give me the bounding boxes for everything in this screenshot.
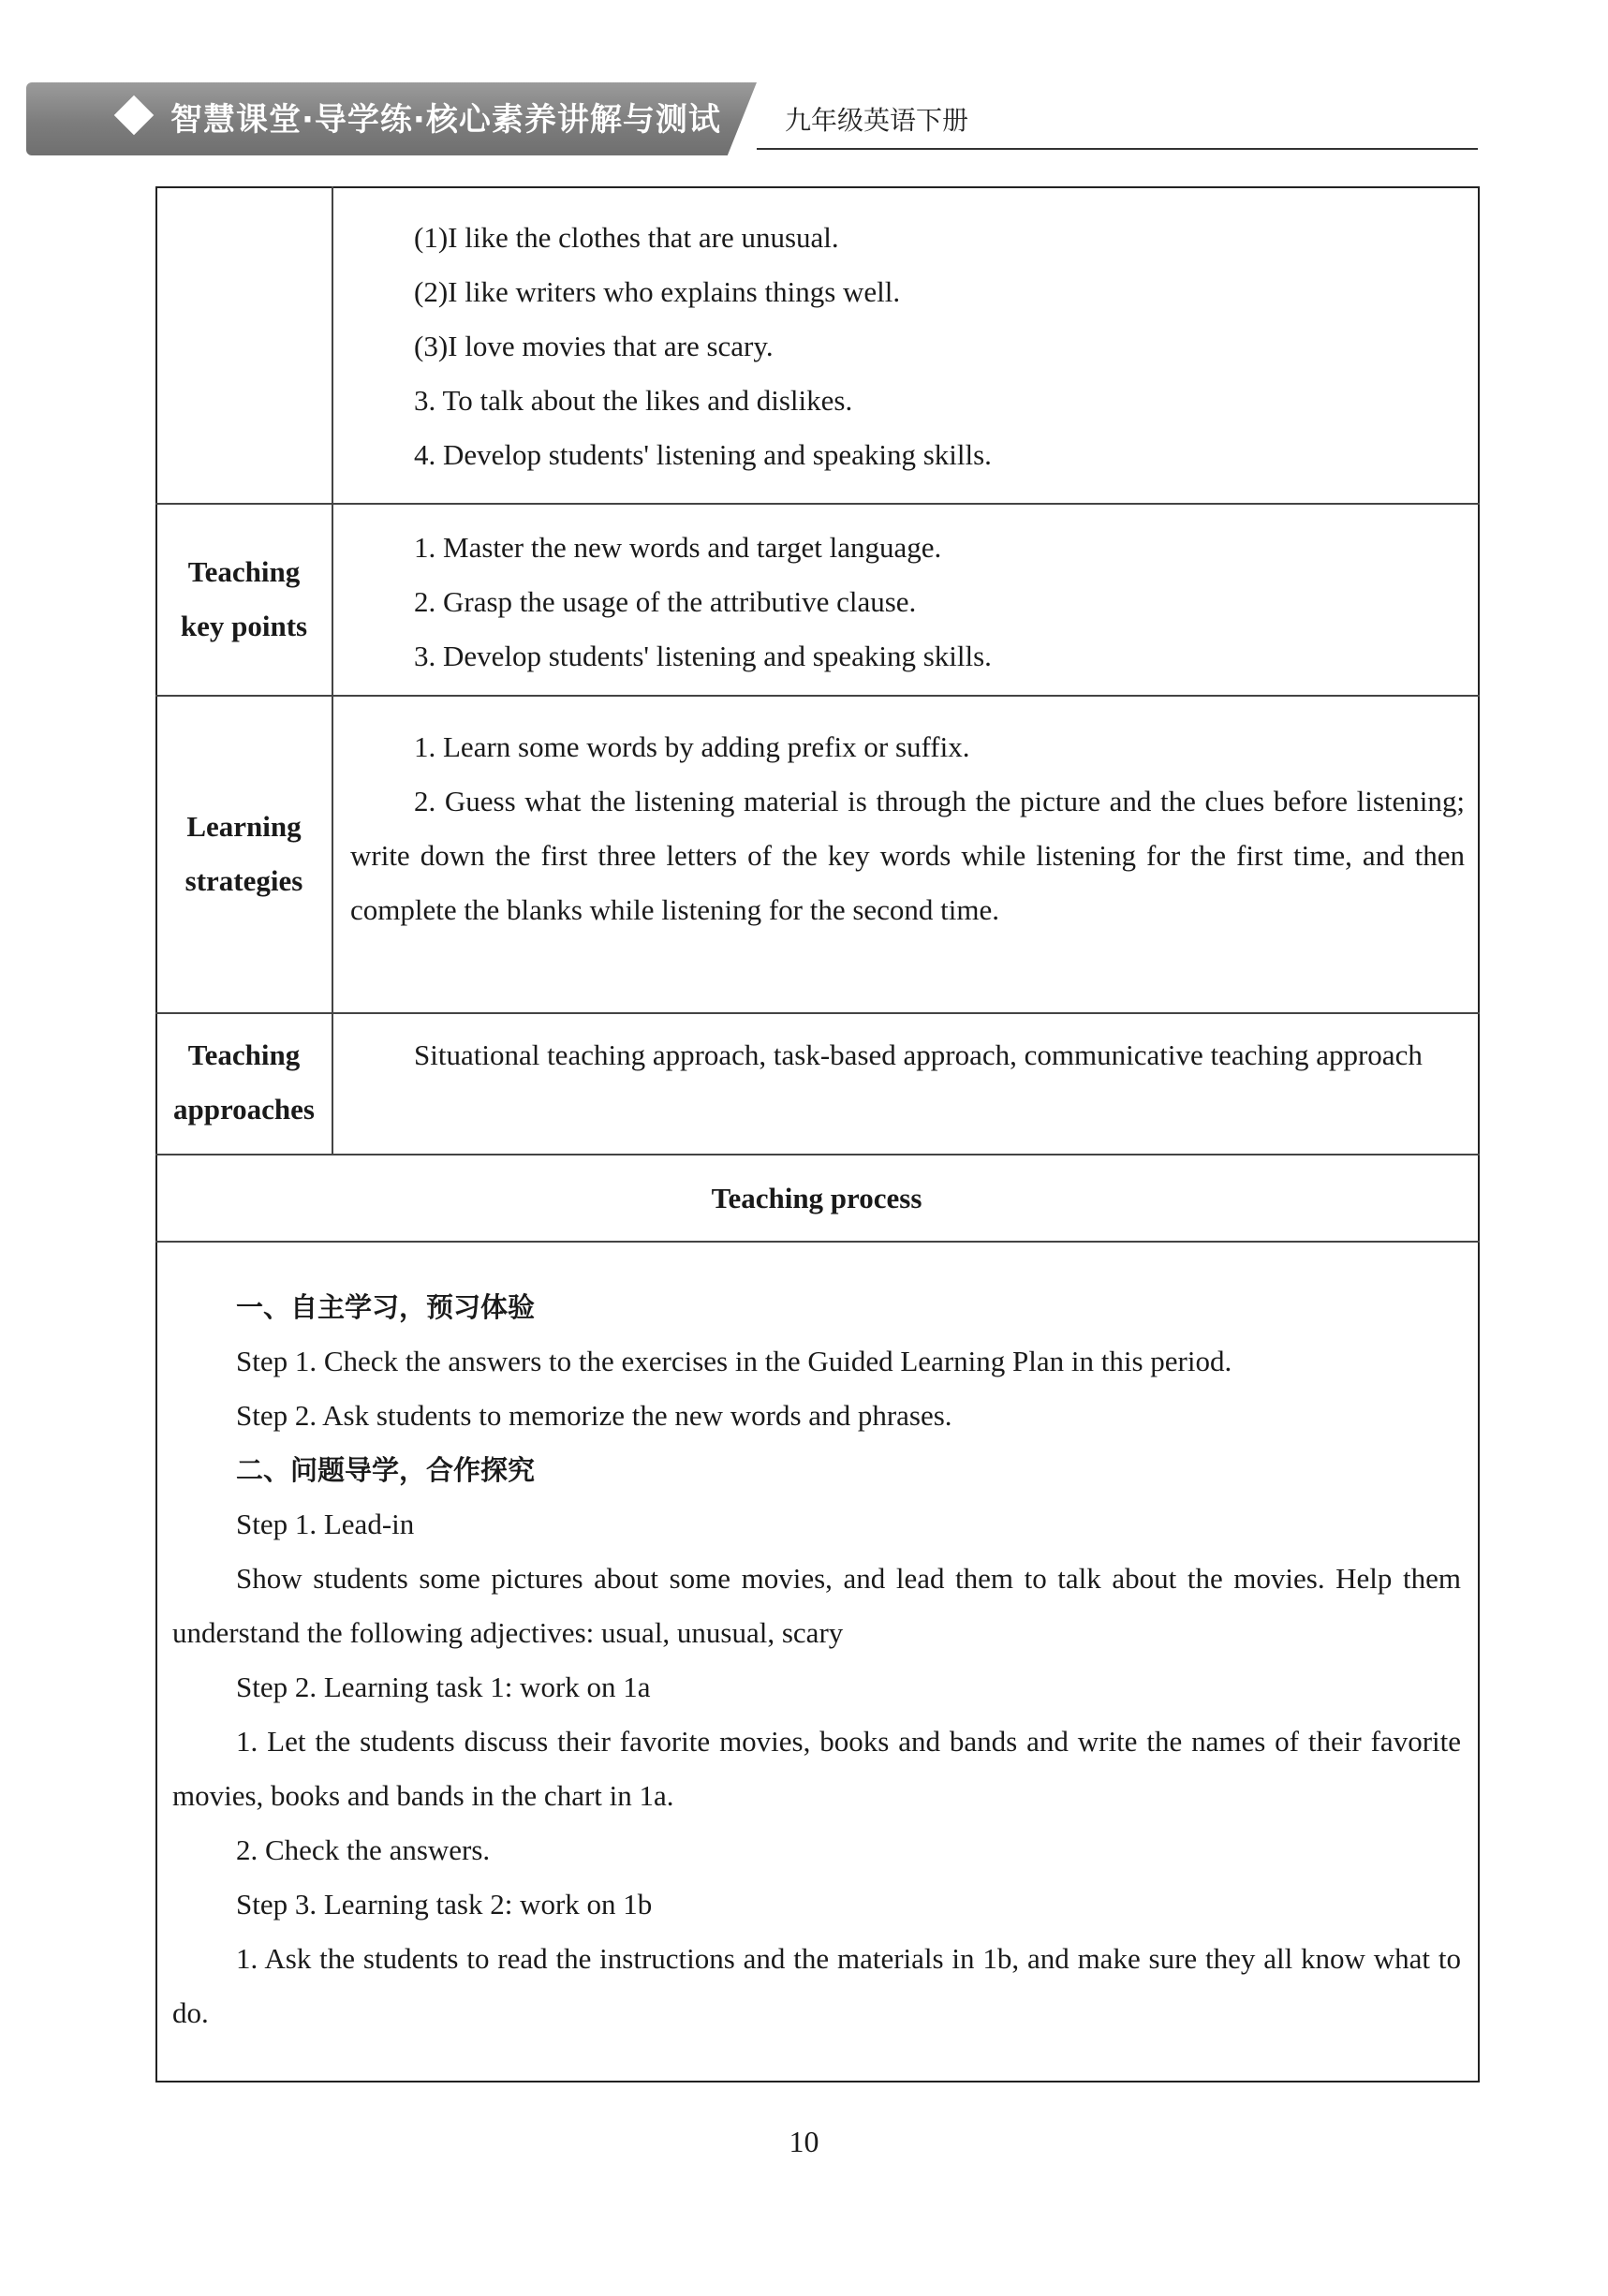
header-rule xyxy=(757,148,1478,150)
table-row-divider xyxy=(155,1012,1480,1014)
teaching-process-body xyxy=(172,1280,1461,2040)
step-line: 2. Check the answers. xyxy=(236,1833,491,1866)
table-row-divider xyxy=(155,1241,1480,1243)
key-point-item: 1. Master the new words and target language. xyxy=(414,531,942,564)
step-line: Step 1. Lead-in xyxy=(236,1508,415,1540)
table-row-divider xyxy=(155,695,1480,697)
step-line: Step 3. Learning task 2: work on 1b xyxy=(236,1888,653,1921)
step-paragraph: 1. Ask the students to read the instructions and the materials in 1b, and make sure they all know what to do. xyxy=(172,1942,1461,2029)
table-row-divider xyxy=(155,503,1480,505)
approaches-label: Teaching approaches xyxy=(172,1038,315,1126)
approaches-cell xyxy=(350,1028,1465,1082)
objective-line: (3)I love movies that are scary. xyxy=(414,330,774,362)
key-points-cell xyxy=(350,521,1465,684)
key-point-item: 2. Grasp the usage of the attributive clause. xyxy=(414,585,917,618)
objective-line: 4. Develop students' listening and speaking skills. xyxy=(414,438,992,471)
page-number: 10 xyxy=(789,2125,819,2158)
objective-line: 3. To talk about the likes and dislikes. xyxy=(414,384,853,417)
strategy-item: 2. Guess what the listening material is through the picture and the clues before listening; write down the first three letters of the key words while listening for the first time, and then complete the blanks while listening for the second time. xyxy=(350,785,1465,926)
approaches-text: Situational teaching approach, task-based approach, communicative teaching approach xyxy=(414,1038,1423,1071)
step-paragraph: Show students some pictures about some movies, and lead them to talk about the movies. Help them understand the following adjectives: usual, unusual, scary xyxy=(172,1562,1461,1649)
step-line: Step 2. Ask students to memorize the new words and phrases. xyxy=(236,1399,952,1432)
subject-label: 九年级英语下册 xyxy=(785,105,969,136)
section-heading: 一、自主学习，预习体验 xyxy=(236,1291,536,1323)
step-paragraph: 1. Let the students discuss their favorite movies, books and bands and write the names of their favorite movies, books and bands in the chart in 1a. xyxy=(172,1725,1461,1812)
key-points-label: Teaching key points xyxy=(180,555,308,642)
objectives-cell xyxy=(350,211,1465,482)
series-title: 智慧课堂·导学练·核心素养讲解与测试 xyxy=(170,101,721,139)
step-line: Step 1. Check the answers to the exercises in the Guided Learning Plan in this period. xyxy=(236,1345,1232,1377)
table-column-divider xyxy=(332,186,333,1155)
teaching-process-title: Teaching process xyxy=(711,1182,922,1214)
step-line: Step 2. Learning task 1: work on 1a xyxy=(236,1670,651,1703)
strategies-label: Learning strategies xyxy=(184,810,303,897)
objective-line: (2)I like writers who explains things well. xyxy=(414,275,901,308)
strategies-cell xyxy=(350,720,1465,937)
objective-line: (1)I like the clothes that are unusual. xyxy=(414,221,839,254)
strategy-item: 1. Learn some words by adding prefix or suffix. xyxy=(414,730,970,763)
key-point-item: 3. Develop students' listening and speaking skills. xyxy=(414,640,992,672)
table-row-divider xyxy=(155,1154,1480,1155)
section-heading: 二、问题导学，合作探究 xyxy=(236,1454,536,1486)
